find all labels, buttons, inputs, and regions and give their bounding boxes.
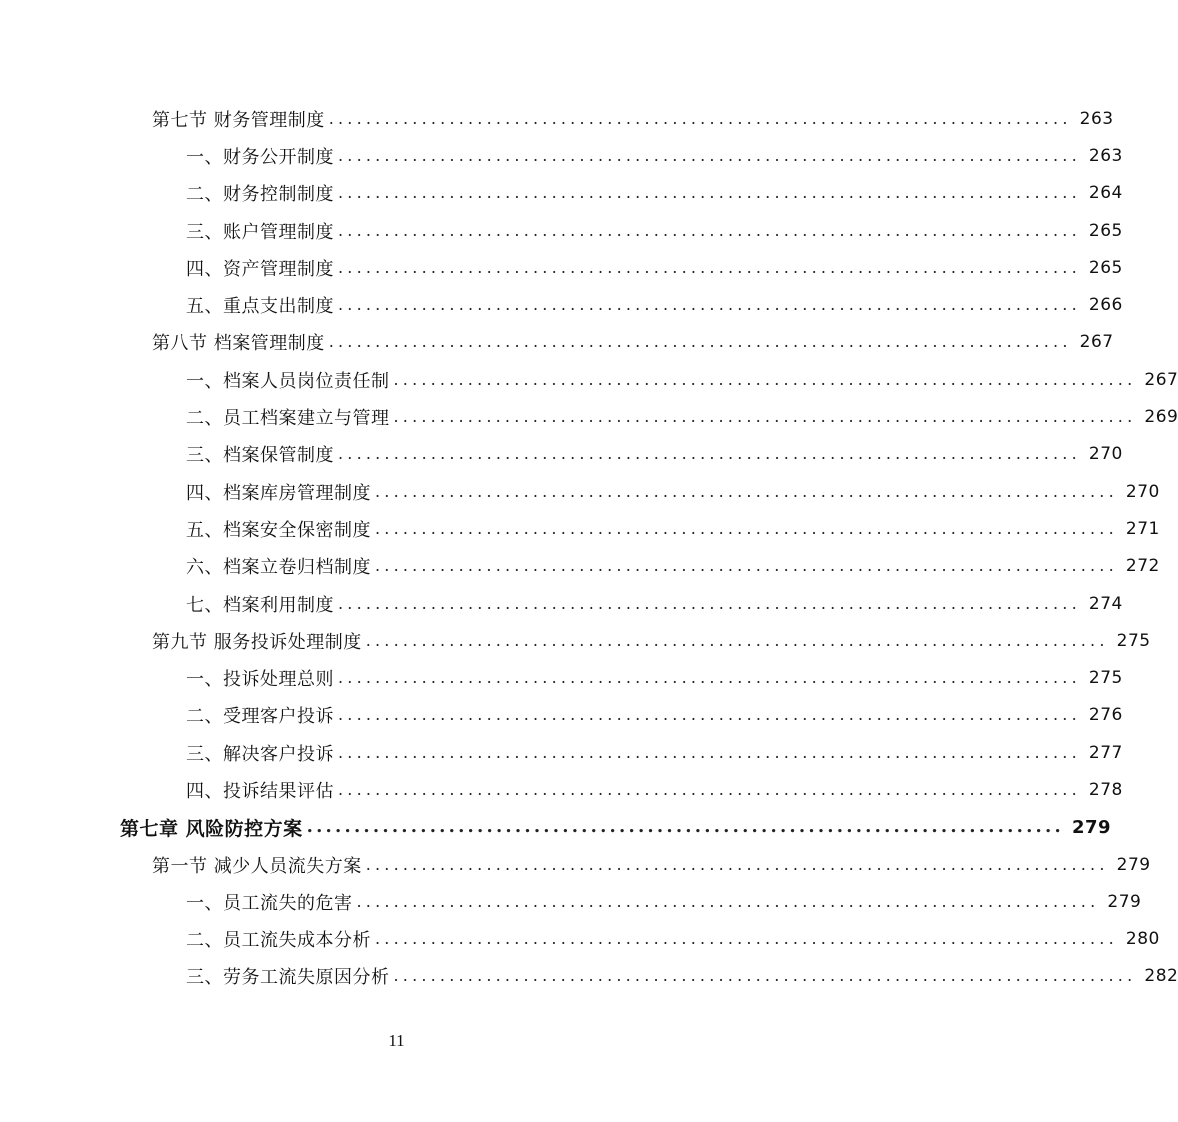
- toc-entry-page: 279: [1116, 854, 1151, 875]
- toc-entry[interactable]: [0, 100, 1114, 137]
- toc-entry-page: 279: [1071, 816, 1112, 838]
- toc-entry[interactable]: [0, 622, 1151, 659]
- toc-entry-title: 五、档案安全保密制度: [186, 519, 371, 541]
- toc-entry-page: 279: [1107, 891, 1142, 912]
- toc-entry-title: 第一节 减少人员流失方案: [152, 855, 362, 877]
- toc-leader-dots: ................................................................................: [328, 332, 1072, 352]
- toc-leader-dots: ................................................................................: [338, 779, 1081, 799]
- toc-entry-page: 274: [1088, 593, 1123, 614]
- toc-entry-page: 270: [1088, 444, 1123, 465]
- toc-entry-page: 280: [1125, 929, 1160, 950]
- toc-entry-title: 七、档案利用制度: [186, 594, 334, 616]
- toc-leader-dots: ................................................................................: [393, 369, 1137, 389]
- toc-leader-dots: ................................................................................: [338, 668, 1081, 688]
- toc-entry[interactable]: [0, 771, 1123, 808]
- toc-entry-title: 一、档案人员岗位责任制: [186, 370, 390, 392]
- toc-entry-page: 263: [1088, 145, 1123, 166]
- toc-leader-dots: ................................................................................: [375, 929, 1118, 949]
- toc-entry[interactable]: [0, 809, 1112, 846]
- toc-entry[interactable]: [0, 286, 1123, 323]
- toc-entry-page: 275: [1116, 630, 1151, 651]
- toc-entry[interactable]: [0, 249, 1123, 286]
- toc-leader-dots: ................................................................................: [375, 518, 1118, 538]
- toc-entry-title: 第九节 服务投诉处理制度: [152, 631, 362, 653]
- toc-entry-page: 275: [1088, 668, 1123, 689]
- toc-entry-page: 276: [1088, 705, 1123, 726]
- toc-entry[interactable]: [0, 921, 1160, 958]
- toc-entry-page: 267: [1144, 369, 1178, 390]
- toc-entry-title: 三、解决客户投诉: [186, 743, 334, 765]
- toc-leader-dots: ................................................................................: [365, 630, 1109, 650]
- toc-entry-title: 二、财务控制制度: [186, 184, 334, 206]
- toc-entry[interactable]: [0, 212, 1123, 249]
- toc-leader-dots: ................................................................................: [393, 966, 1137, 986]
- table-of-contents: [0, 100, 1178, 995]
- toc-leader-dots: ................................................................................: [338, 145, 1081, 165]
- toc-entry[interactable]: [0, 585, 1123, 622]
- toc-leader-dots: ................................................................................: [356, 891, 1100, 911]
- toc-entry[interactable]: [0, 473, 1160, 510]
- toc-entry-title: 三、劳务工流失原因分析: [186, 967, 390, 989]
- toc-entry-page: 263: [1079, 108, 1114, 129]
- toc-entry-page: 266: [1088, 295, 1123, 316]
- toc-entry-page: 282: [1144, 966, 1178, 987]
- toc-entry-title: 二、受理客户投诉: [186, 706, 334, 728]
- toc-leader-dots: ................................................................................: [375, 556, 1118, 576]
- toc-entry[interactable]: [0, 398, 1178, 435]
- toc-entry[interactable]: [0, 659, 1123, 696]
- toc-entry-title: 三、档案保管制度: [186, 445, 334, 467]
- toc-entry[interactable]: [0, 734, 1123, 771]
- toc-entry[interactable]: [0, 361, 1178, 398]
- toc-leader-dots: ................................................................................: [338, 444, 1081, 464]
- toc-leader-dots: ................................................................................: [393, 407, 1137, 427]
- toc-leader-dots: ................................................................................: [306, 816, 1064, 838]
- page-number: 11: [388, 1031, 405, 1050]
- toc-entry-title: 二、员工档案建立与管理: [186, 408, 390, 430]
- toc-entry-page: 270: [1125, 481, 1160, 502]
- toc-leader-dots: ................................................................................: [365, 854, 1109, 874]
- toc-leader-dots: ................................................................................: [375, 481, 1118, 501]
- toc-entry-page: 267: [1079, 332, 1114, 353]
- toc-leader-dots: ................................................................................: [338, 257, 1081, 277]
- toc-leader-dots: ................................................................................: [338, 705, 1081, 725]
- toc-entry-title: 一、财务公开制度: [186, 146, 334, 168]
- toc-entry-page: 271: [1125, 518, 1160, 539]
- toc-entry[interactable]: [0, 175, 1123, 212]
- toc-entry-title: 五、重点支出制度: [186, 296, 334, 318]
- toc-leader-dots: ................................................................................: [338, 220, 1081, 240]
- toc-entry-page: 265: [1088, 257, 1123, 278]
- toc-entry-title: 六、档案立卷归档制度: [186, 557, 371, 579]
- toc-leader-dots: ................................................................................: [338, 295, 1081, 315]
- toc-entry-title: 第七章 风险防控方案: [120, 817, 303, 840]
- toc-entry-title: 三、账户管理制度: [186, 221, 334, 243]
- toc-entry[interactable]: [0, 883, 1142, 920]
- toc-entry-page: 264: [1088, 183, 1123, 204]
- toc-entry-title: 二、员工流失成本分析: [186, 930, 371, 952]
- toc-entry-title: 四、档案库房管理制度: [186, 482, 371, 504]
- toc-entry-title: 第七节 财务管理制度: [152, 109, 325, 131]
- toc-entry-title: 一、员工流失的危害: [186, 892, 353, 914]
- toc-entry-page: 269: [1144, 407, 1178, 428]
- toc-entry-page: 272: [1125, 556, 1160, 577]
- toc-entry[interactable]: [0, 958, 1178, 995]
- toc-leader-dots: ................................................................................: [338, 593, 1081, 613]
- toc-entry-title: 第八节 档案管理制度: [152, 333, 325, 355]
- toc-entry[interactable]: [0, 846, 1151, 883]
- toc-entry[interactable]: [0, 697, 1123, 734]
- toc-entry[interactable]: [0, 137, 1123, 174]
- toc-leader-dots: ................................................................................: [338, 742, 1081, 762]
- toc-entry-page: 278: [1088, 779, 1123, 800]
- toc-entry-title: 一、投诉处理总则: [186, 669, 334, 691]
- toc-entry-page: 265: [1088, 220, 1123, 241]
- toc-entry-title: 四、投诉结果评估: [186, 780, 334, 802]
- toc-entry-page: 277: [1088, 742, 1123, 763]
- toc-entry[interactable]: [0, 548, 1160, 585]
- toc-leader-dots: ................................................................................: [328, 108, 1072, 128]
- toc-entry[interactable]: [0, 510, 1160, 547]
- toc-entry[interactable]: [0, 436, 1123, 473]
- toc-entry-title: 四、资产管理制度: [186, 258, 334, 280]
- toc-leader-dots: ................................................................................: [338, 183, 1081, 203]
- toc-entry[interactable]: [0, 324, 1114, 361]
